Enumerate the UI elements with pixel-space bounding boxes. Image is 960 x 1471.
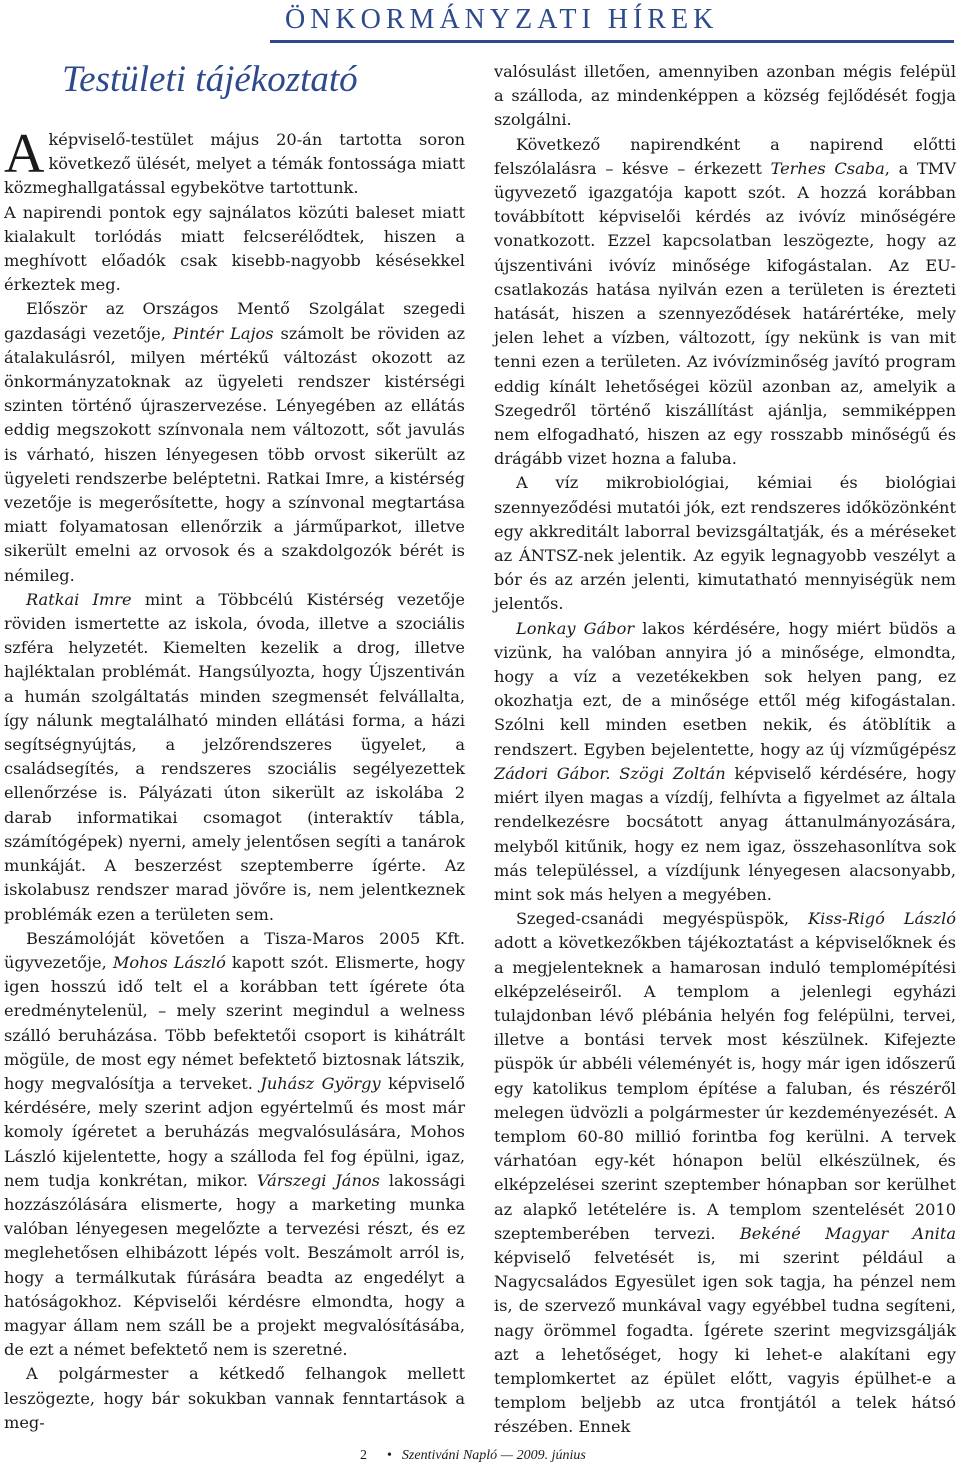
footer-bullet: • <box>387 1448 392 1463</box>
drop-cap: A <box>4 123 45 185</box>
paragraph-text: , a TMV ügyvezető igazgatója kapott szót. A hozzá korábban továbbított képviselői kérdés az ivóvíz minőségére vonatkozott. Ezzel kapcsolatban leszögezte, hogy az újszentiváni ivóvíz minősége kifogástalan. Az EU-csatlakozás hatása nyilván ezen a területen is érezteti hatását, hiszen a szennyeződések határértéke, mely jelen lehet a vízben, változott, így nekünk is van mit tenni ezen a területen. Az ivóvízminőség javító program eddig kínált lehetőségei közül azonban az, amelyik a Szegedről történő kiszállítást ajánlja, semmiképpen nem elfogadható, hiszen az egy rosszabb minőségű és drágább vizet hozna a faluba. <box>494 158 957 469</box>
paragraph-text: Szeged-csanádi megyéspüspök, <box>516 909 809 929</box>
paragraph: A víz mikrobiológiai, kémiai és biológiai szennyeződési mutatói jók, ezt rendszeres időközönként egy akkreditált laborral bevizsgáltatják, és a méréseket az ÁNTSZ-nek jelentik. Az egyik legnagyobb veszélyt a bór és az arzén jelenti, kimutatható mennyiségük nem jelentős. <box>494 473 956 614</box>
paragraph-text: számolt be röviden az átalakulásról, milyen mértékű változást okozott az önkormányzatoknak az ügyeleti rendszer kistérségi szinten történő újraszervezése. Lényegében az ellátás eddig megszokott színvonala nem változott, sőt javulás is várható, hiszen lényegesen több orvost sikerült az ügyeleti rendszerbe beléptetni. Ratkai Imre, a kistérség vezetője is megerősítette, hogy a színvonal megtartása miatt folyamatosan ellenőrzik a járműparkot, illetve sikerült emelni az orvosok és a szakdolgozók bérét is némileg. <box>4 323 465 585</box>
header-rule <box>270 40 954 43</box>
paragraph-text: mint a Többcélú Kistérség vezetője röviden ismertette az iskola, óvoda, illetve a szociális szféra helyzetét. Kiemelten kezelik a drog, illetve hajléktalan problémát. Hangsúlyozta, hogy Újszentiván a humán szolgáltatás minden szegmensét felvállalta, így nálunk megtalálható minden ellátási forma, a házi segítségnyújtás, a jelzőrendszeres ügyelet, a családsegítés, a rendszeres szociális segélyezettek ellenőrzése is. Pályázati úton sikerült az iskolába 2 darab informatikai csomagot (interaktív tábla, számítógépek) nyerni, amely jelentősen segíti a tanárok munkáját. A beszerzést szeptemberre ígérte. Az iskolabusz rendszer marad jövőre is, nem jelentkeznek problémák ezen a területen sem. <box>4 589 465 924</box>
person-name: Lonkay Gábor <box>516 618 635 638</box>
paragraph-text: képviselő felvetését is, mi szerint például a Nagycsaládos Egyesület igen sok tagja, ha pénzel nem is, de szervező munkával vagy egyébbel tudna segíteni, nagy örömmel fogadta. Ígérete szerint megvizsgálják azt a lehetőséget, hogy ki lehet-e alakítani egy templomkertet az épület előtt, vagyis épülhet-e a templom beljebb az utca frontjától a telek hátsó részében. Ennek <box>494 1247 956 1437</box>
person-name: Ratkai Imre <box>26 589 132 609</box>
paragraph-text: kapott szót. Elismerte, hogy igen hosszú idő telt el a korábban tett ígérete óta eredménytelenül, – mely szerint megindul a welness szálló beruházása. Több befektetői csoport is kihátrált mögüle, de most egy német befektető biztosnak látszik, hogy megvalósítja a terveket. <box>4 952 465 1093</box>
paragraph-text: lakos kérdésére, hogy miért büdös a vizünk, ha valóban annyira jó a minősége, elmondta, hogy a víz a vezetékekben sok helyen pang, ez okozhatja ezt, de a minősége ettől még kifogástalan. Szólni kell minden esetben nekik, és átöblítik a rendszert. Egyben bejelentette, hogy az új vízműgépész <box>494 618 956 759</box>
publication-name: Szentiváni Napló — 2009. június <box>401 1448 586 1463</box>
paragraph <box>4 123 465 201</box>
paragraph <box>494 907 956 1439</box>
paragraph-text: adott a következőkben tájékoztatást a képviselőknek és a megjelenteknek a hamarosan induló templomépítési elképzeléseiről. A templom a jelenlegi egyházi tulajdonban lévő plébánia helyén fog felépülni, tervei, illetve a bontási tervek most készülnek. Kifejezte püspök úr abbéli véleményét is, hogy már igen időszerű egy katolikus templom építése a faluban, és részéről melegen üdvözli a polgármester úr kezdeményezését. A templom 60-80 millió forintba fog kerülni. A tervek várhatóan egy-két hónapon belül elkészülnek, és elképzelései szerint szeptember hónapban sor kerülhet az alapkő letételére is. A templom szentelését 2010 szeptemberében tervezi. <box>494 933 956 1243</box>
paragraph: A napirendi pontok egy sajnálatos közúti baleset miatt kialakult torlódás miatt felcserélődtek, hiszen a meghívott előadók csak kisebb-nagyobb késésekkel érkeztek meg. <box>4 202 465 295</box>
page-number: 2 <box>360 1448 367 1463</box>
left-column <box>4 123 466 1435</box>
paragraph-text: képviselő kérdésére, mely szerint adjon egyértelmű és most már komoly ígéretet a beruházás megvalósulására, Mohos László kijelentette, hogy a szálloda fel fog épülni, igaz, nem tudja konkrétan, mikor. <box>4 1073 466 1190</box>
paragraph-text: képviselő kérdésére, hogy miért ilyen magas a vízdíj, felhívta a figyelmet az általa rendelkezésre bocsátott anyag áttanulmányozására, melyből kitűnik, hogy ez nem igaz, összehasonlítva sok más településsel, a vízdíjunk lényegesen alacsonyabb, mint sok más helyen a megyében. <box>494 763 957 904</box>
paragraph: valósulást illetően, amennyiben azonban mégis felépül a szálloda, az mindenképpen a község fejlődését fogja szolgálni. <box>494 62 956 130</box>
person-name: Mohos László <box>112 952 226 972</box>
paragraph-text: lakossági hozzászólására elismerte, hogy a marketing munka valóban lényegesen megelőzte a tervezési részt, és ez meglehetősen elhibázott lépés volt. Beszámolt arról is, hogy a termálkutak fúrására beadta az engedélyt a hatóságokhoz. Képviselői kérdésre elmondta, hogy a magyar állam nem száll be a projekt megvalósításába, de ezt a német befektető nem is szeretné. <box>4 1170 466 1360</box>
person-name: Pintér Lajos <box>172 323 274 343</box>
person-name: Kiss-Rigó László <box>808 909 956 929</box>
paragraph: A polgármester a kétkedő felhangok mellett leszögezte, hogy bár sokukban vannak fenntartások a meg- <box>4 1364 465 1432</box>
person-name: Terhes Csaba <box>770 158 885 178</box>
header-band <box>0 0 960 48</box>
page-footer <box>360 1448 586 1464</box>
person-name: Juhász György <box>260 1073 381 1093</box>
paragraph-text: Először az Országos Mentő Szolgálat szegedi gazdasági vezetője, <box>4 299 465 343</box>
person-name: Bekéné Magyar Anita <box>739 1223 957 1243</box>
paragraph <box>4 927 465 1363</box>
paragraph <box>4 588 465 927</box>
paragraph <box>4 297 465 587</box>
paragraph <box>494 133 956 472</box>
person-name: Várszegi János <box>256 1170 380 1190</box>
paragraph-text: Következő napirendként a napirend előtti felszólalásra – késve – érkezett <box>494 134 956 178</box>
right-column <box>494 60 956 1440</box>
paragraph-text: Beszámolóját követően a Tisza-Maros 2005 Kft. ügyvezetője, <box>4 928 465 972</box>
article-title: Testületi tájékoztató <box>62 59 358 100</box>
paragraph <box>494 617 956 907</box>
section-title: ÖNKORMÁNYZATI HÍREK <box>285 4 719 35</box>
paragraph-text: képviselő-testület május 20-án tartotta soron következő ülését, melyet a témák fontossága miatt közmeghallgatással egybekötve tartottunk. <box>4 130 465 198</box>
person-name: Zádori Gábor. Szögi Zoltán <box>494 763 726 783</box>
